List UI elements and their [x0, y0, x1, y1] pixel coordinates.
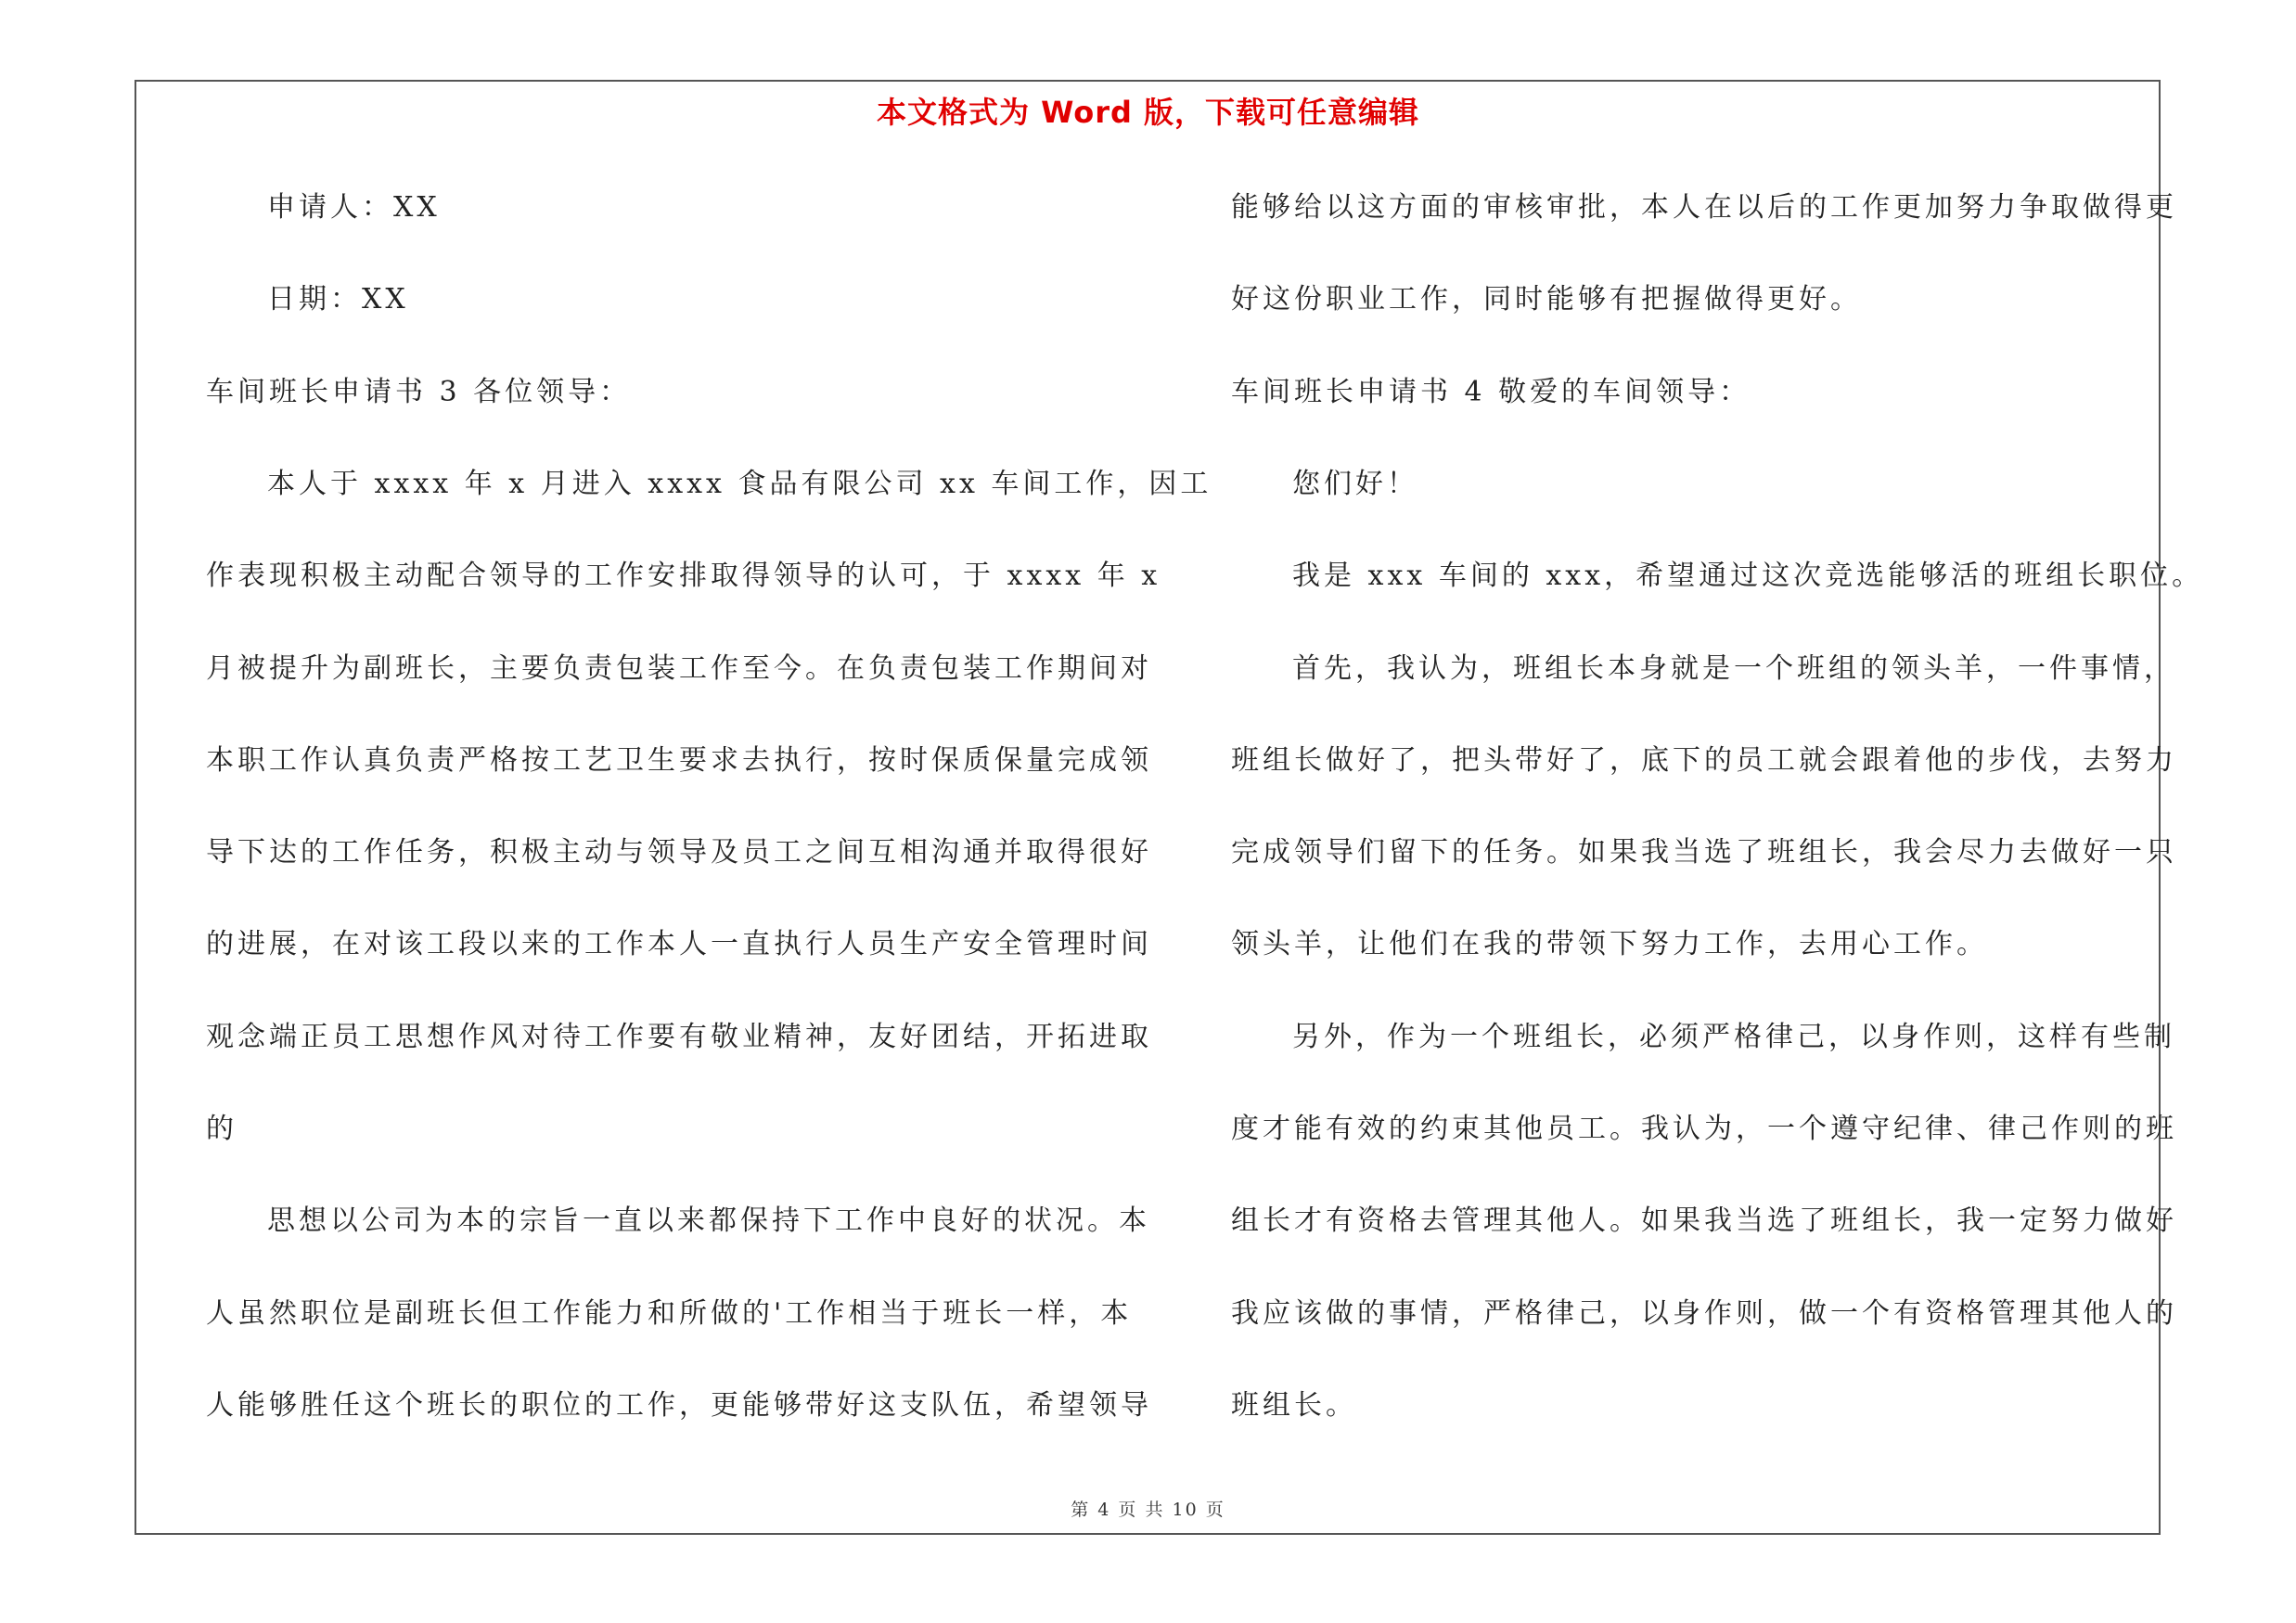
text-line: 车间班长申请书 3 各位领导： [206, 375, 632, 408]
text-line: 人虽然职位是副班长但工作能力和所做的'工作相当于班长一样，本 [206, 1296, 1133, 1330]
text-line: 领头羊，让他们在我的带领下努力工作，去用心工作。 [1231, 928, 1988, 961]
text-line: 日期：XX [267, 283, 409, 316]
text-line: 度才能有效的约束其他员工。我认为，一个遵守纪律、律己作则的班 [1231, 1113, 2177, 1145]
text-line: 另外，作为一个班组长，必须严格律己，以身作则，这样有些制 [1292, 1020, 2175, 1053]
text-line: 我是 xxx 车间的 xxx，希望通过这次竞选能够活的班组长职位。 [1292, 560, 2204, 593]
text-line: 观念端正员工思想作风对待工作要有敬业精神，友好团结，开拓进取 [206, 1020, 1152, 1053]
text-line: 的 [206, 1113, 237, 1145]
text-line: 人能够胜任这个班长的职位的工作，更能够带好这支队伍，希望领导 [206, 1388, 1152, 1422]
text-line: 完成领导们留下的任务。如果我当选了班组长，我会尽力去做好一只 [1231, 836, 2177, 869]
text-line: 月被提升为副班长，主要负责包装工作至今。在负责包装工作期间对 [206, 651, 1152, 685]
text-line: 好这份职业工作，同时能够有把握做得更好。 [1231, 283, 1862, 316]
text-line: 导下达的工作任务，积极主动与领导及员工之间互相沟通并取得很好 [206, 836, 1152, 869]
text-line: 的进展，在对该工段以来的工作本人一直执行人员生产安全管理时间 [206, 928, 1152, 961]
text-line: 您们好！ [1292, 467, 1418, 500]
text-line: 作表现积极主动配合领导的工作安排取得领导的认可，于 xxxx 年 x [206, 560, 1161, 593]
text-line: 本人于 xxxx 年 x 月进入 xxxx 食品有限公司 xx 车间工作，因工 [267, 467, 1212, 500]
text-line: 思想以公司为本的宗旨一直以来都保持下工作中良好的状况。本 [267, 1204, 1150, 1238]
text-line: 班组长做好了，把头带好了，底下的员工就会跟着他的步伐，去努力 [1231, 743, 2177, 777]
text-line: 申请人：XX [267, 191, 441, 224]
text-line: 本职工作认真负责严格按工艺卫生要求去执行，按时保质保量完成领 [206, 743, 1152, 777]
page-number-footer: 第 4 页 共 10 页 [1071, 1500, 1225, 1520]
text-line: 首先，我认为，班组长本身就是一个班组的领头羊，一件事情， [1292, 651, 2175, 685]
text-line: 班组长。 [1231, 1388, 1357, 1422]
text-line: 能够给以这方面的审核审批，本人在以后的工作更加努力争取做得更 [1231, 191, 2177, 224]
text-line: 车间班长申请书 4 敬爱的车间领导： [1231, 375, 1751, 408]
word-format-banner: 本文格式为 Word 版，下载可任意编辑 [876, 95, 1420, 130]
text-line: 我应该做的事情，严格律己，以身作则，做一个有资格管理其他人的 [1231, 1296, 2177, 1330]
text-line: 组长才有资格去管理其他人。如果我当选了班组长，我一定努力做好 [1231, 1204, 2177, 1238]
